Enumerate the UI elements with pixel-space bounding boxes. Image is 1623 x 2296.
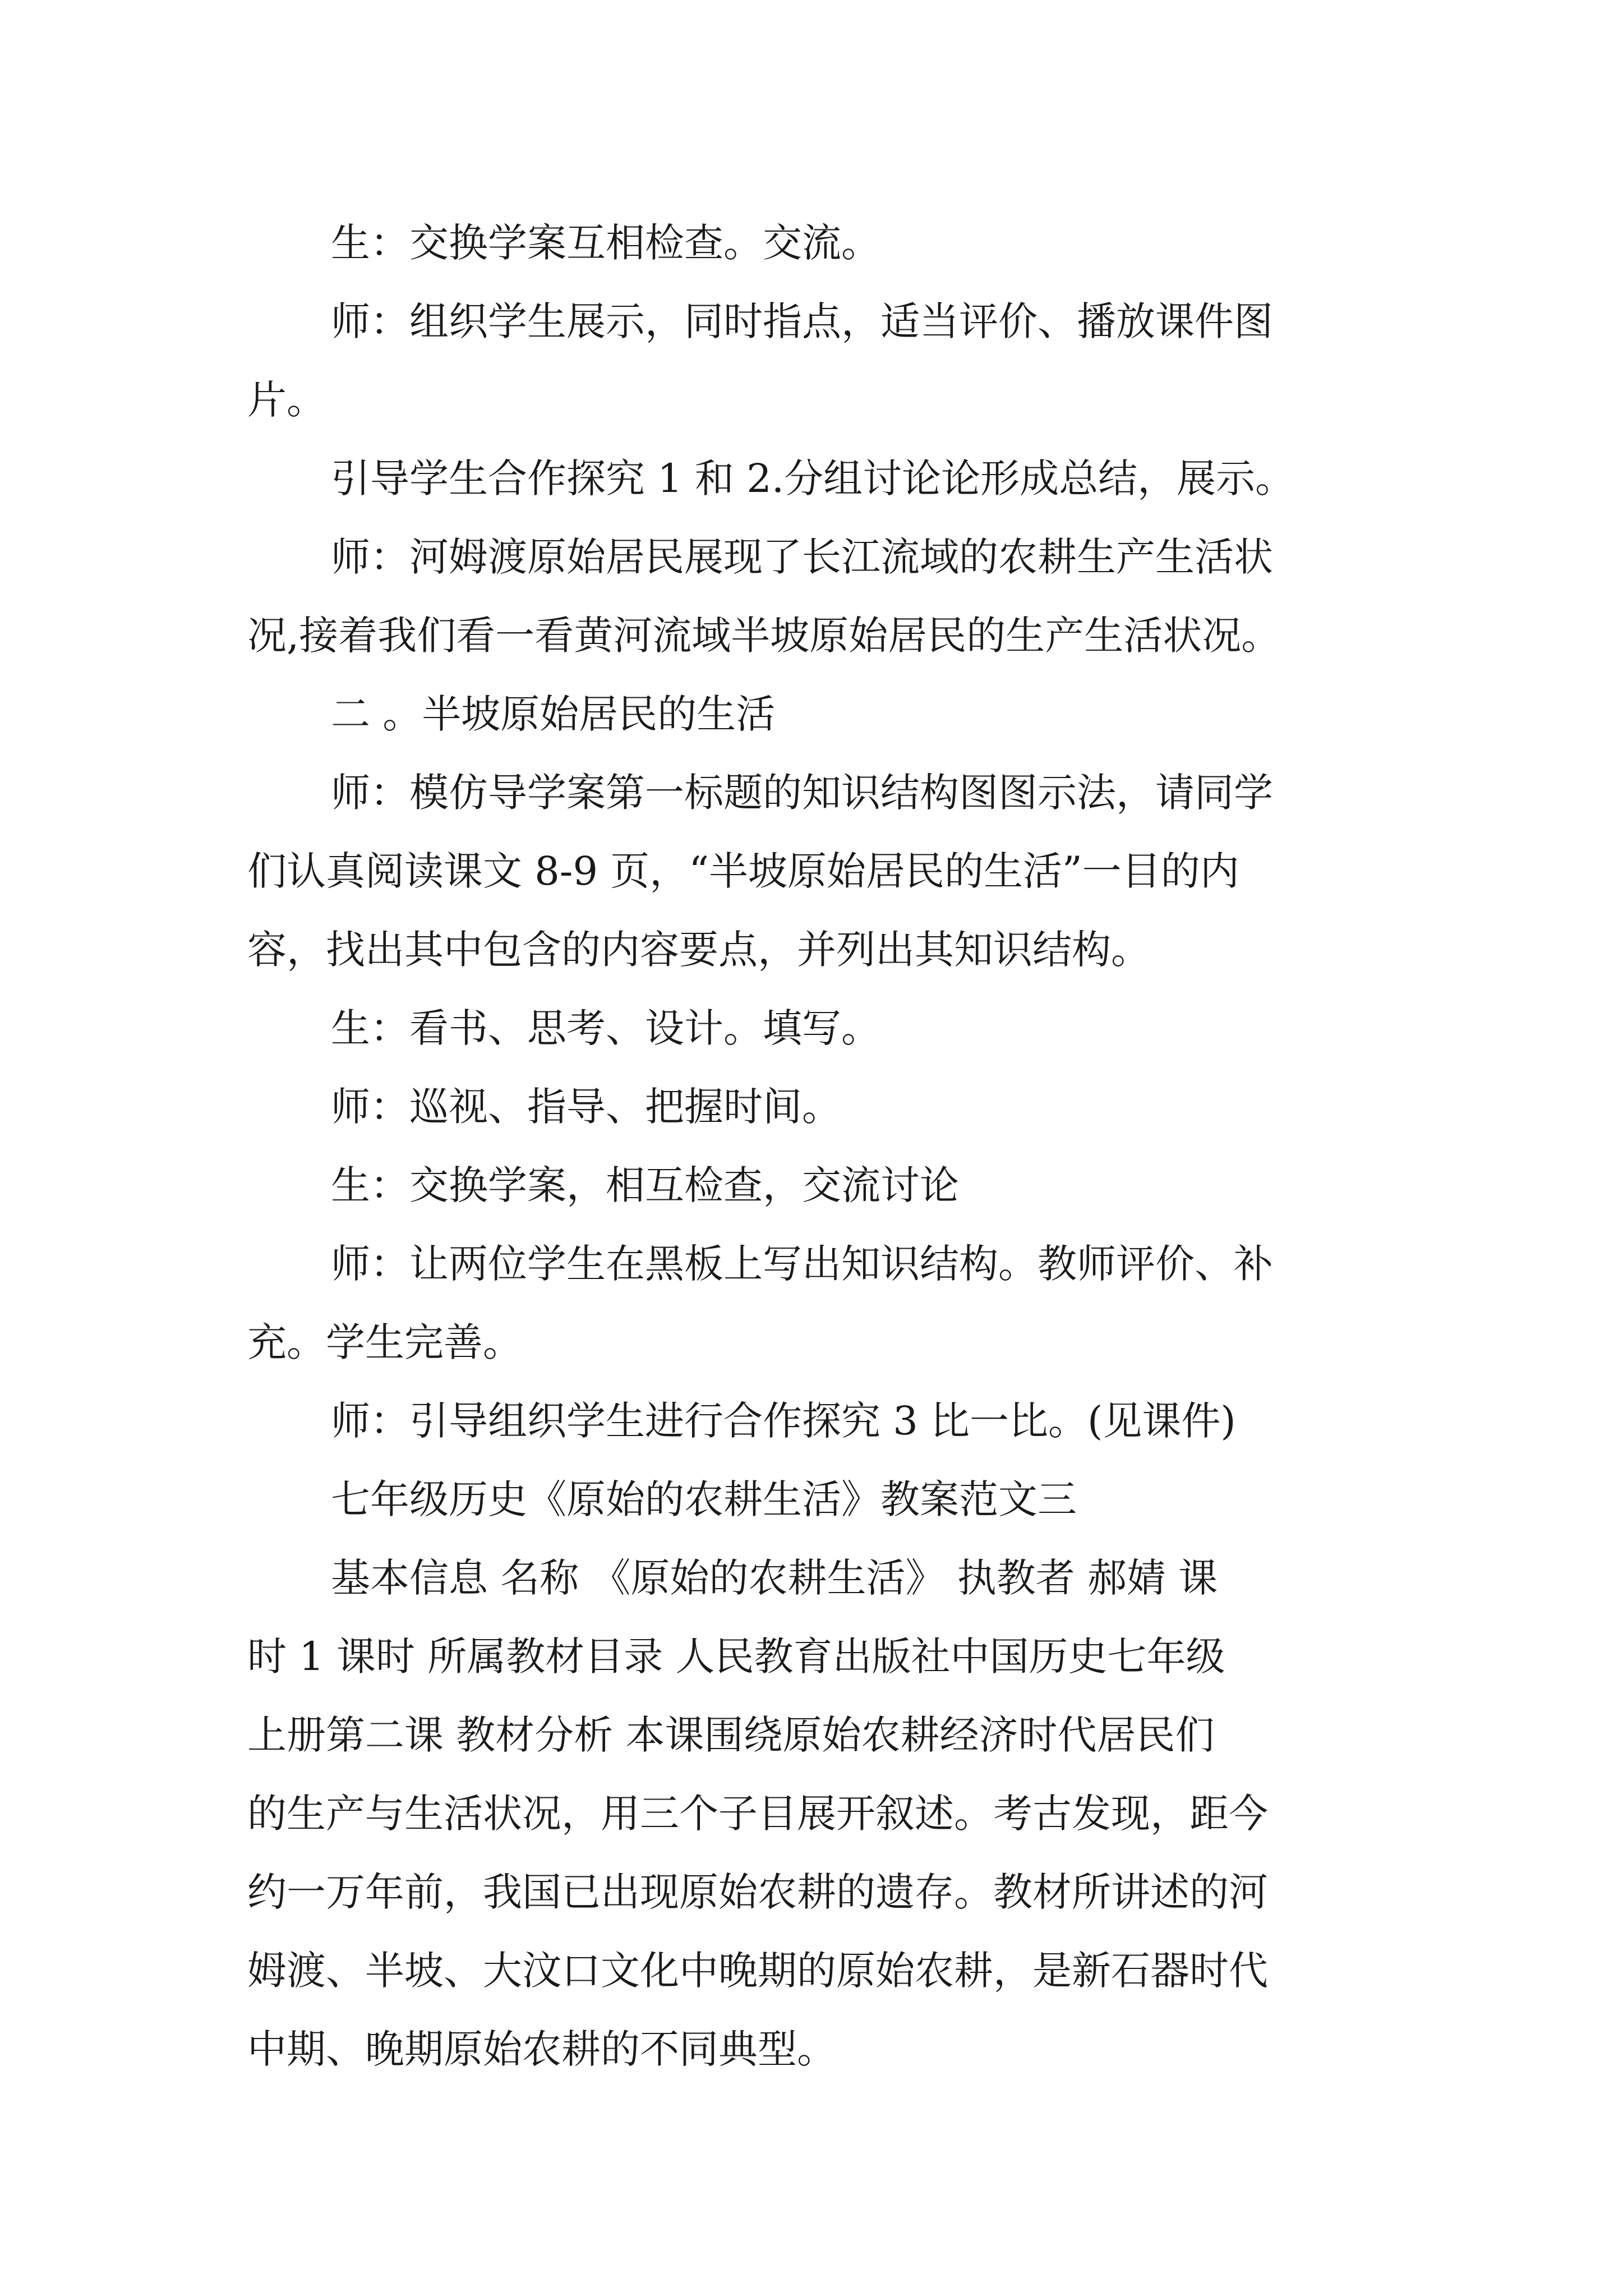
text-line: 中期、晚期原始农耕的不同典型。 (247, 2026, 836, 2072)
section-title: 七年级历史《原始的农耕生活》教案范文三 (331, 1476, 1077, 1522)
text-line: 上册第二课 教材分析 本课围绕原始农耕经济时代居民们 (247, 1712, 1215, 1758)
text-line: 姆渡、半坡、大汶口文化中晚期的原始农耕，是新石器时代 (247, 1948, 1268, 1994)
text-line: 生：看书、思考、设计。填写。 (331, 1005, 880, 1051)
text-line: 师：引导组织学生进行合作探究 3 比一比。(见课件) (331, 1398, 1236, 1444)
text-line: 师：组织学生展示，同时指点，适当评价、播放课件图 (331, 298, 1273, 344)
text-line: 时 1 课时 所属教材目录 人民教育出版社中国历史七年级 (247, 1634, 1225, 1680)
text-line: 们认真阅读课文 8-9 页，“半坡原始居民的生活”一目的内 (247, 848, 1239, 894)
text-line: 师：模仿导学案第一标题的知识结构图图示法，请同学 (331, 770, 1273, 816)
text-line: 师：让两位学生在黑板上写出知识结构。教师评价、补 (331, 1241, 1273, 1287)
text-line: 约一万年前，我国已出现原始农耕的遗存。教材所讲述的河 (247, 1869, 1268, 1915)
text-line: 师：河姆渡原始居民展现了长江流域的农耕生产生活状 (331, 534, 1273, 580)
text-line: 片。 (247, 377, 326, 423)
text-line: 引导学生合作探究 1 和 2.分组讨论论形成总结，展示。 (331, 455, 1295, 501)
section-heading: 二 。半坡原始居民的生活 (331, 691, 776, 737)
text-line: 生：交换学案，相互检查，交流讨论 (331, 1162, 959, 1208)
text-line: 况,接着我们看一看黄河流域半坡原始居民的生产生活状况。 (247, 613, 1281, 659)
text-line: 生：交换学案互相检查。交流。 (331, 220, 880, 266)
text-line: 充。学生完善。 (247, 1319, 522, 1365)
text-line: 容，找出其中包含的内容要点，并列出其知识结构。 (247, 927, 1150, 973)
text-line: 基本信息 名称 《原始的农耕生活》 执教者 郝婧 课 (331, 1555, 1218, 1601)
text-line: 的生产与生活状况，用三个子目展开叙述。考古发现，距今 (247, 1791, 1268, 1837)
text-line: 师：巡视、指导、把握时间。 (331, 1084, 841, 1130)
